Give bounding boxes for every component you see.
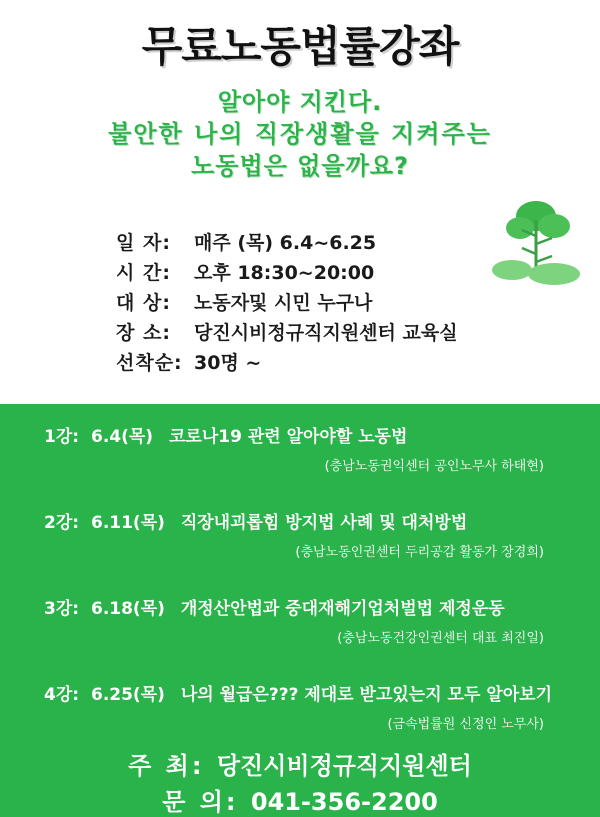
- info-label-time: 시 간:: [116, 262, 171, 284]
- info-row-time: [116, 258, 536, 288]
- event-info-list: [116, 228, 536, 378]
- lecture-item: [44, 680, 574, 732]
- lecture-item: [44, 422, 574, 474]
- subtitle-block: [0, 86, 600, 182]
- lecture-number: 3강:: [44, 599, 80, 619]
- lecture-topic: 직장내괴롭힘 방지법 사례 및 대처방법: [180, 513, 468, 533]
- lecture-topic: 개정산안법과 중대재해기업처벌법 제정운동: [180, 599, 505, 619]
- footer-contact-value: 041-356-2200: [250, 788, 438, 816]
- info-label-capacity: 선착순:: [116, 352, 183, 374]
- footer-host-label: 주 최:: [128, 752, 205, 780]
- subtitle-line-1: 알아야 지킨다.: [217, 88, 383, 116]
- page-title: 무료노동법률강좌: [141, 22, 459, 71]
- info-row-date: [116, 228, 536, 258]
- lecture-number: 4강:: [44, 685, 80, 705]
- subtitle-line-3: 노동법은 없을까요?: [191, 152, 409, 180]
- lecture-main-line: [44, 422, 574, 447]
- lecture-date: 6.11(목): [90, 513, 165, 533]
- lecture-topic: 나의 월급은??? 제대로 받고있는지 모두 알아보기: [180, 685, 553, 705]
- lecture-main-line: [44, 594, 574, 619]
- subtitle-line-2: 불안한 나의 직장생활을 지켜주는: [108, 120, 492, 148]
- lecture-date: 6.4(목): [90, 427, 154, 447]
- lecture-schedule-section: [0, 404, 600, 817]
- info-label-audience: 대 상:: [116, 292, 171, 314]
- footer-block: [0, 748, 600, 817]
- footer-host: [0, 748, 600, 784]
- footer-contact: [0, 784, 600, 817]
- info-row-capacity: [116, 348, 536, 378]
- lecture-topic: 코로나19 관련 알아야할 노동법: [168, 427, 408, 447]
- footer-host-value: 당진시비정규직지원센터: [216, 752, 472, 780]
- lecture-item: [44, 594, 574, 646]
- footer-contact-label: 문 의:: [162, 788, 239, 816]
- info-row-audience: [116, 288, 536, 318]
- info-value-time: 오후 18:30~20:00: [194, 262, 375, 284]
- lecture-main-line: [44, 680, 574, 705]
- lecture-speaker: (충남노동인권센터 두리공감 활동가 장경희): [295, 545, 544, 560]
- lecture-speaker: (금속법률원 신정인 노무사): [387, 717, 544, 732]
- info-value-audience: 노동자및 시민 누구나: [194, 292, 373, 314]
- lecture-number: 1강:: [44, 427, 80, 447]
- lecture-date: 6.25(목): [90, 685, 165, 705]
- lecture-item: [44, 508, 574, 560]
- lecture-date: 6.18(목): [90, 599, 165, 619]
- info-label-date: 일 자:: [116, 232, 171, 254]
- lecture-speaker: (충남노동권익센터 공인노무사 하태현): [324, 459, 544, 474]
- info-row-place: [116, 318, 536, 348]
- info-label-place: 장 소:: [116, 322, 171, 344]
- top-section: [0, 0, 600, 404]
- info-value-date: 매주 (목) 6.4~6.25: [194, 232, 377, 254]
- lecture-main-line: [44, 508, 574, 533]
- lecture-number: 2강:: [44, 513, 80, 533]
- lecture-speaker: (충남노동건강인권센터 대표 최진일): [337, 631, 544, 646]
- info-value-capacity: 30명 ~: [194, 352, 262, 374]
- info-value-place: 당진시비정규직지원센터 교육실: [194, 322, 458, 344]
